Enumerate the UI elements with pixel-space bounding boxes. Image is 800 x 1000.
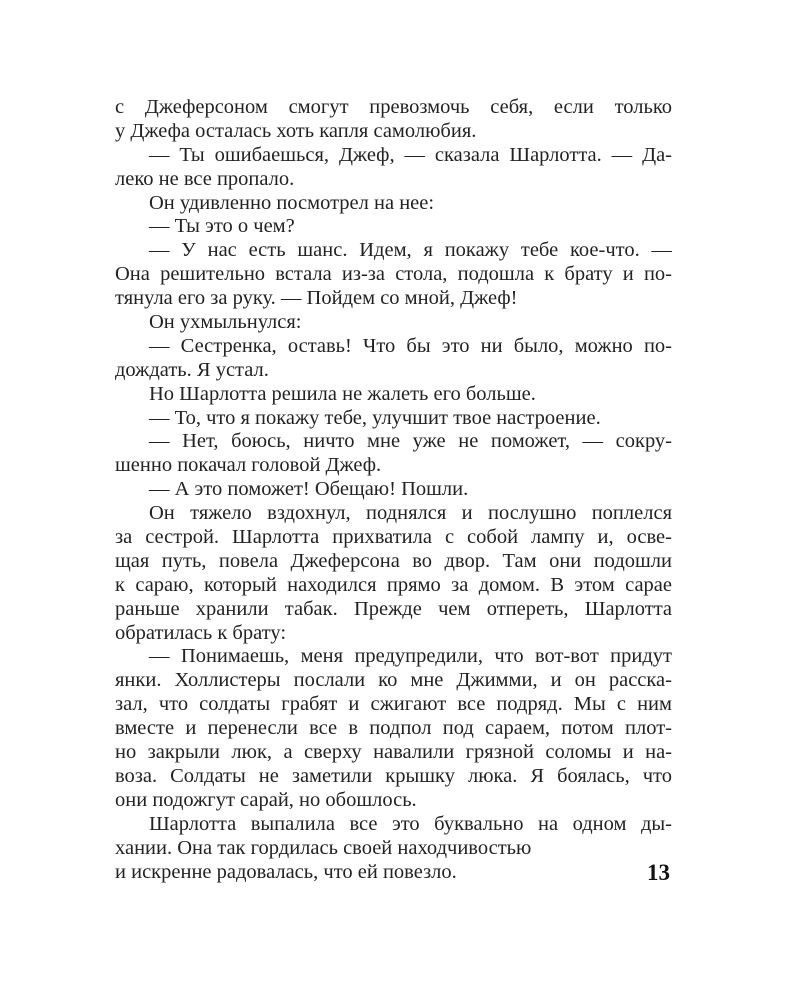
text-line: воза. Солдаты не заметили крышку люка. Я боялась, что [115,764,672,787]
text-line: щая путь, повела Джеферсона во двор. Там они подошли [115,549,672,572]
text-line: Он удивленно посмотрел на нее: [149,191,435,214]
text-line: у Джефа осталась хоть капля самолюбия. [115,119,477,142]
text-line: за сестрой. Шарлотта прихватила с собой лампу и, осве- [115,526,672,549]
text-line: тянула его за руку. — Пойдем со мной, Джеф! [115,287,518,310]
text-line: — А это поможет! Обещаю! Пошли. [149,478,469,501]
text-line: — Ты ошибаешься, Джеф, — сказала Шарлотта. — Да- [149,143,672,166]
text-line: с Джеферсоном смогут превозмочь себя, если только [115,96,672,118]
text-line: Но Шарлотта решила не жалеть его больше. [149,382,536,405]
text-line: — То, что я покажу тебе, улучшит твое настроение. [149,406,601,429]
text-line: — Понимаешь, меня предупредили, что вот-вот придут [149,645,672,668]
text-line: дождать. Я устал. [115,358,269,381]
text-line: раньше хранили табак. Прежде чем отпереть, Шарлотта [115,597,672,620]
page-number: 13 [647,860,670,885]
text-line: — Сестренка, оставь! Что бы это ни было, можно по- [149,334,672,357]
text-line: хании. Она так гордилась своей находчивостью [115,836,532,859]
text-line: к сараю, который находился прямо за домом. В этом сарае [115,573,672,596]
text-line: — Нет, боюсь, ничто мне уже не поможет, — сокру- [149,430,672,453]
text-line: Шарлотта выпалила все это буквально на одном ды- [149,812,672,835]
text-line: Он тяжело вздохнул, поднялся и послушно поплелся [149,502,672,525]
text-line: леко не все пропало. [115,167,295,190]
text-line: вместе и перенесли все в подпол под сараем, потом плот- [115,717,672,740]
text-line: но закрыли люк, а сверху навалили грязной соломы и на- [115,741,672,764]
text-line: обратилась к брату: [115,621,287,644]
text-line: янки. Холлистеры послали ко мне Джимми, и он расска- [115,669,672,692]
text-line: зал, что солдаты грабят и сжигают все подряд. Мы с ним [115,693,672,716]
text-line: Она решительно встала из-за стола, подошла к брату и по- [115,263,672,286]
text-line: — У нас есть шанс. Идем, я покажу тебе кое-что. — [149,239,672,262]
text-line: шенно покачал головой Джеф. [115,454,382,477]
text-line: они подожгут сарай, но обошлось. [115,788,417,811]
page-body-text [115,96,672,884]
text-line: — Ты это о чем? [149,215,295,238]
text-line: и искренне радовалась, что ей повезло. [115,860,457,883]
text-line: Он ухмыльнулся: [149,311,302,334]
